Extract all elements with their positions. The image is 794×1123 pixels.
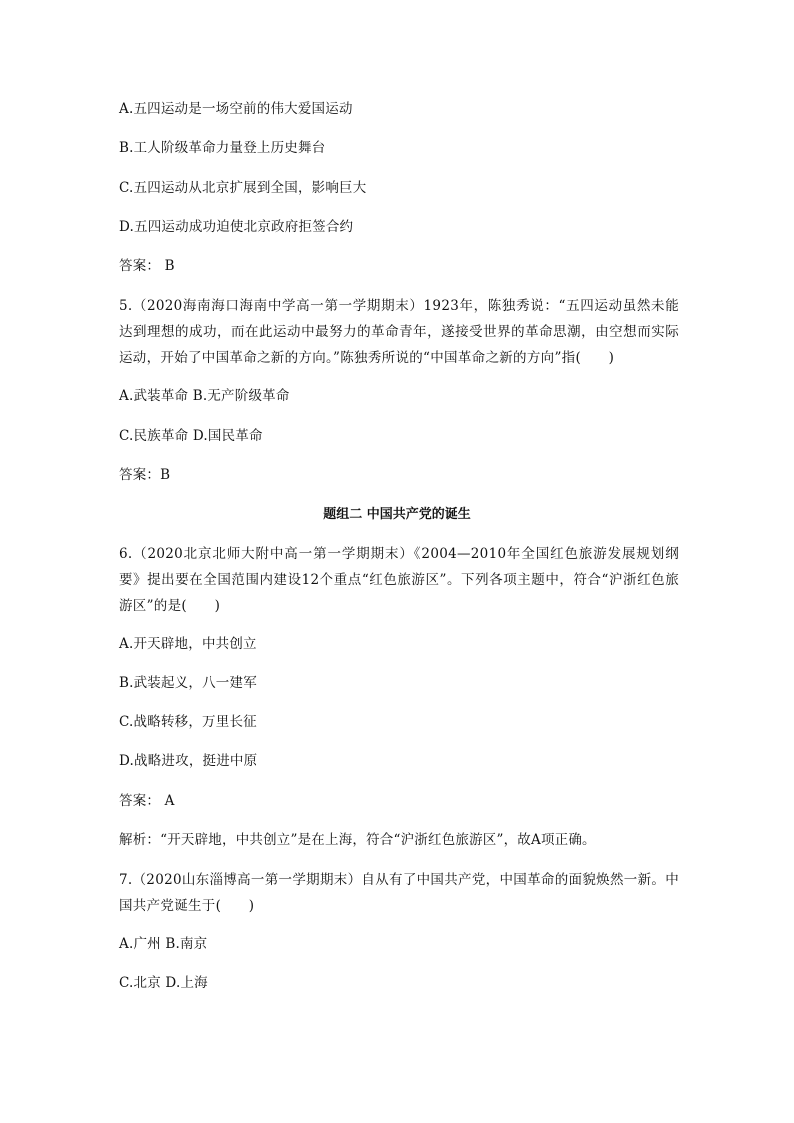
q4-option-d: D.五四运动成功迫使北京政府拒签合约 bbox=[119, 219, 354, 235]
q6-option-d: D.战略进攻，挺进中原 bbox=[119, 753, 258, 769]
q6-answer: 答案： A bbox=[119, 793, 175, 809]
q4-option-b: B.工人阶级革命力量登上历史舞台 bbox=[119, 140, 326, 156]
q6-option-b: B.武装起义，八一建军 bbox=[119, 675, 257, 691]
q6-option-c: C.战略转移，万里长征 bbox=[119, 714, 257, 730]
q7-options-cd: C.北京 D.上海 bbox=[119, 975, 208, 991]
q6-stem: 6.（2020北京北师大附中高一第一学期期末）《2004—2010年全国红色旅游发展规划纲要》提出要在全国范围内建设12个重点“红色旅游区”。下列各项主题中，符合“沪浙红色旅游区”的是( ) bbox=[119, 546, 679, 614]
q4-answer: 答案： B bbox=[119, 258, 175, 274]
q6-option-a: A.开天辟地，中共创立 bbox=[119, 636, 257, 652]
q5-options-cd: C.民族革命 D.国民革命 bbox=[119, 428, 263, 444]
q4-option-a: A.五四运动是一场空前的伟大爱国运动 bbox=[119, 101, 353, 117]
q5-options-ab: A.武装革命 B.无产阶级革命 bbox=[119, 388, 290, 404]
section-heading: 题组二 中国共产党的诞生 bbox=[323, 507, 471, 522]
q5-answer: 答案：B bbox=[119, 467, 171, 483]
q7-options-ab: A.广州 B.南京 bbox=[119, 936, 208, 952]
q4-option-c: C.五四运动从北京扩展到全国，影响巨大 bbox=[119, 180, 367, 196]
q5-stem: 5.（2020海南海口海南中学高一第一学期期末）1923年，陈独秀说：“五四运动虽然未能达到理想的成功，而在此运动中最努力的革命青年，遂接受世界的革命思潮，由空想而实际运动，开始了中国革命之新的方向。”陈独秀所说的“中国革命之新的方向”指( ) bbox=[119, 298, 679, 366]
q6-analysis: 解析：“开天辟地，中共创立”是在上海，符合“沪浙红色旅游区”，故A项正确。 bbox=[119, 832, 596, 848]
q7-stem: 7.（2020山东淄博高一第一学期期末）自从有了中国共产党，中国革命的面貌焕然一新。中国共产党诞生于( ) bbox=[119, 872, 679, 914]
